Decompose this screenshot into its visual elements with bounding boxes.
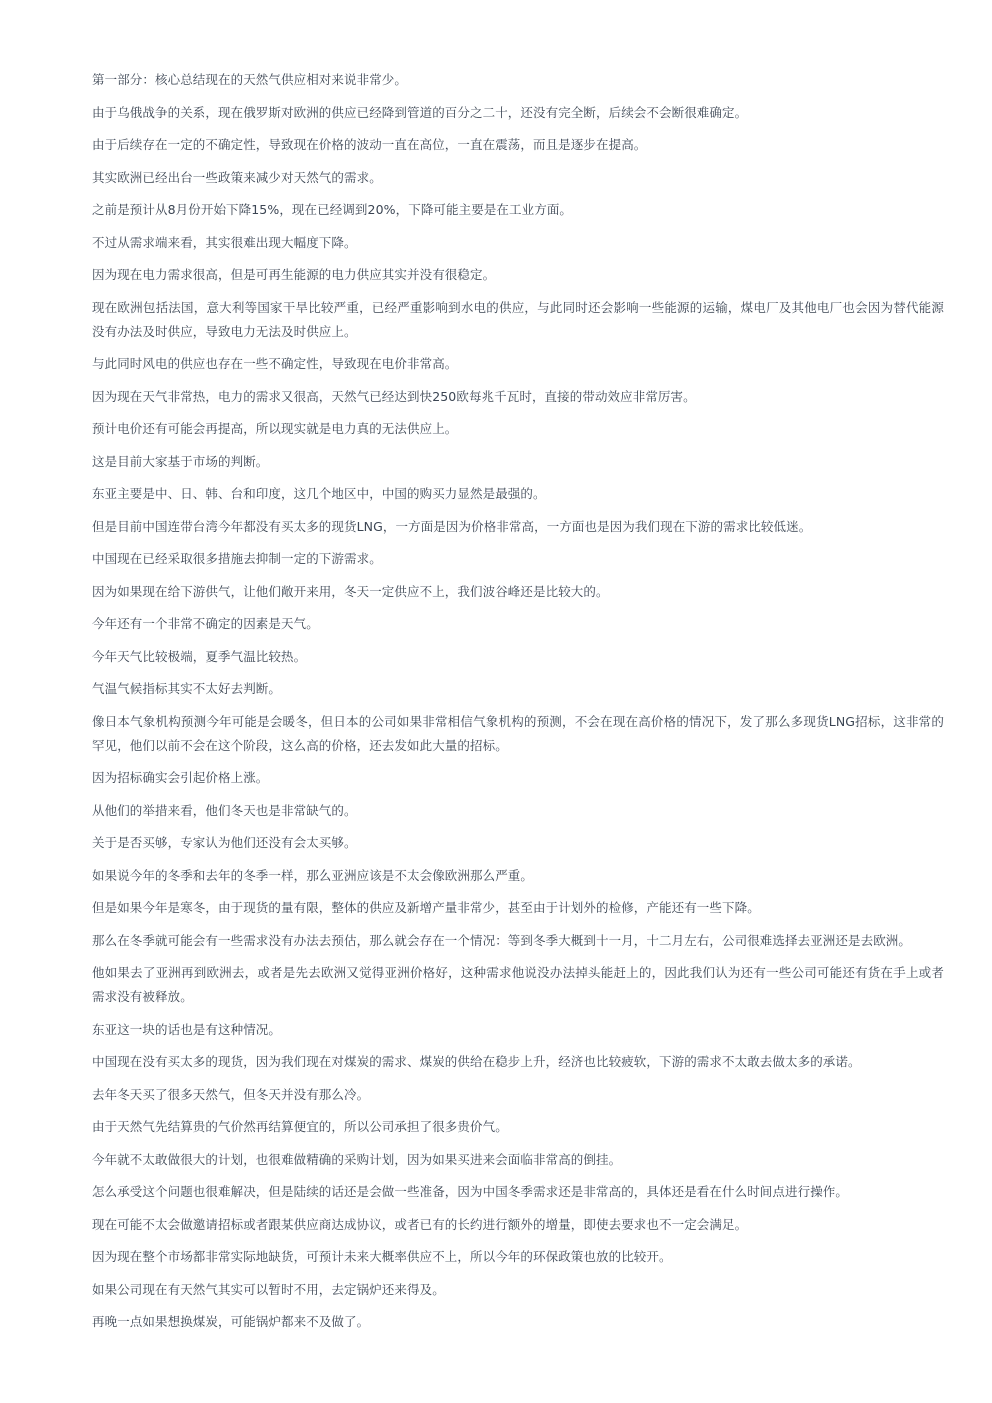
paragraph: 中国现在已经采取很多措施去抑制一定的下游需求。 bbox=[92, 551, 382, 566]
paragraph: 预计电价还有可能会再提高，所以现实就是电力真的无法供应上。 bbox=[92, 421, 458, 436]
paragraph: 由于后续存在一定的不确定性，导致现在价格的波动一直在高位，一直在震荡，而且是逐步在提高。 bbox=[92, 137, 647, 152]
paragraph: 如果公司现在有天然气其实可以暂时不用，去定锅炉还来得及。 bbox=[92, 1281, 445, 1297]
paragraph: 今年天气比较极端，夏季气温比较热。 bbox=[92, 648, 307, 664]
paragraph: 因为现在天气非常热，电力的需求又很高，天然气已经达到快250欧每兆千瓦时，直接的带动效应非常厉害。 bbox=[92, 388, 696, 404]
paragraph: 关于是否买够，专家认为他们还没有会太买够。 bbox=[92, 835, 357, 850]
paragraph: 像日本气象机构预测今年可能是会暖冬，但日本的公司如果非常相信气象机构的预测，不会在现在高价格的情况下，发了那么多现货LNG招标，这非常的罕见，他们以前不会在这个阶段，这么高的价格，还去发如此大量的招标。 bbox=[92, 713, 944, 753]
paragraph: 去年冬天买了很多天然气，但冬天并没有那么冷。 bbox=[92, 1086, 370, 1102]
paragraph: 再晚一点如果想换煤炭，可能锅炉都来不及做了。 bbox=[92, 1314, 370, 1329]
paragraph: 因为现在电力需求很高，但是可再生能源的电力供应其实并没有很稳定。 bbox=[92, 267, 496, 282]
paragraph: 因为招标确实会引起价格上涨。 bbox=[92, 770, 269, 785]
paragraph: 因为如果现在给下游供气，让他们敞开来用，冬天一定供应不上，我们波谷峰还是比较大的。 bbox=[92, 583, 609, 599]
paragraph: 现在可能不太会做邀请招标或者跟某供应商达成协议，或者已有的长约进行额外的增量，即使去要求也不一定会满足。 bbox=[92, 1216, 748, 1232]
paragraph: 中国现在没有买太多的现货，因为我们现在对煤炭的需求、煤炭的供给在稳步上升，经济也比较疲软，下游的需求不太敢去做太多的承诺。 bbox=[92, 1054, 861, 1069]
paragraph: 怎么承受这个问题也很难解决，但是陆续的话还是会做一些准备，因为中国冬季需求还是非常高的，具体还是看在什么时间点进行操作。 bbox=[92, 1184, 849, 1199]
paragraph: 因为现在整个市场都非常实际地缺货，可预计未来大概率供应不上，所以今年的环保政策也放的比较开。 bbox=[92, 1249, 672, 1264]
paragraph: 其实欧洲已经出台一些政策来减少对天然气的需求。 bbox=[92, 169, 382, 185]
paragraph: 这是目前大家基于市场的判断。 bbox=[92, 453, 269, 469]
paragraph: 他如果去了亚洲再到欧洲去，或者是先去欧洲又觉得亚洲价格好，这种需求他说没办法掉头能赶上的，因此我们认为还有一些公司可能还有货在手上或者需求没有被释放。 bbox=[92, 965, 944, 1004]
paragraph: 东亚主要是中、日、韩、台和印度，这几个地区中，中国的购买力显然是最强的。 bbox=[92, 486, 546, 501]
paragraph: 从他们的举措来看，他们冬天也是非常缺气的。 bbox=[92, 802, 357, 818]
paragraph: 如果说今年的冬季和去年的冬季一样，那么亚洲应该是不太会像欧洲那么严重。 bbox=[92, 867, 534, 883]
document-body bbox=[92, 68, 944, 1343]
paragraph: 东亚这一块的话也是有这种情况。 bbox=[92, 1021, 282, 1037]
paragraph: 气温气候指标其实不太好去判断。 bbox=[92, 681, 282, 696]
paragraph: 之前是预计从8月份开始下降15%，现在已经调到20%，下降可能主要是在工业方面。 bbox=[92, 202, 573, 217]
paragraph: 由于天然气先结算贵的气价然再结算便宜的，所以公司承担了很多贵价气。 bbox=[92, 1119, 508, 1134]
paragraph: 由于乌俄战争的关系，现在俄罗斯对欧洲的供应已经降到管道的百分之二十，还没有完全断，后续会不会断很难确定。 bbox=[92, 104, 748, 120]
paragraph: 现在欧洲包括法国，意大利等国家干旱比较严重，已经严重影响到水电的供应，与此同时还会影响一些能源的运输，煤电厂及其他电厂也会因为替代能源没有办法及时供应，导致电力无法及时供应上。 bbox=[92, 299, 944, 339]
paragraph: 与此同时风电的供应也存在一些不确定性，导致现在电价非常高。 bbox=[92, 356, 458, 371]
paragraph: 但是目前中国连带台湾今年都没有买太多的现货LNG，一方面是因为价格非常高，一方面也是因为我们现在下游的需求比较低迷。 bbox=[92, 518, 812, 534]
paragraph: 今年还有一个非常不确定的因素是天气。 bbox=[92, 616, 319, 631]
section-heading-paragraph: 第一部分：核心总结现在的天然气供应相对来说非常少。 bbox=[92, 72, 408, 87]
paragraph: 但是如果今年是寒冬，由于现货的量有限，整体的供应及新增产量非常少，甚至由于计划外的检修，产能还有一些下降。 bbox=[92, 900, 760, 915]
paragraph: 今年就不太敢做很大的计划，也很难做精确的采购计划，因为如果买进来会面临非常高的倒挂。 bbox=[92, 1151, 622, 1167]
paragraph: 不过从需求端来看，其实很难出现大幅度下降。 bbox=[92, 234, 357, 250]
paragraph: 那么在冬季就可能会有一些需求没有办法去预估，那么就会存在一个情况：等到冬季大概到十一月，十二月左右，公司很难选择去亚洲还是去欧洲。 bbox=[92, 932, 912, 948]
